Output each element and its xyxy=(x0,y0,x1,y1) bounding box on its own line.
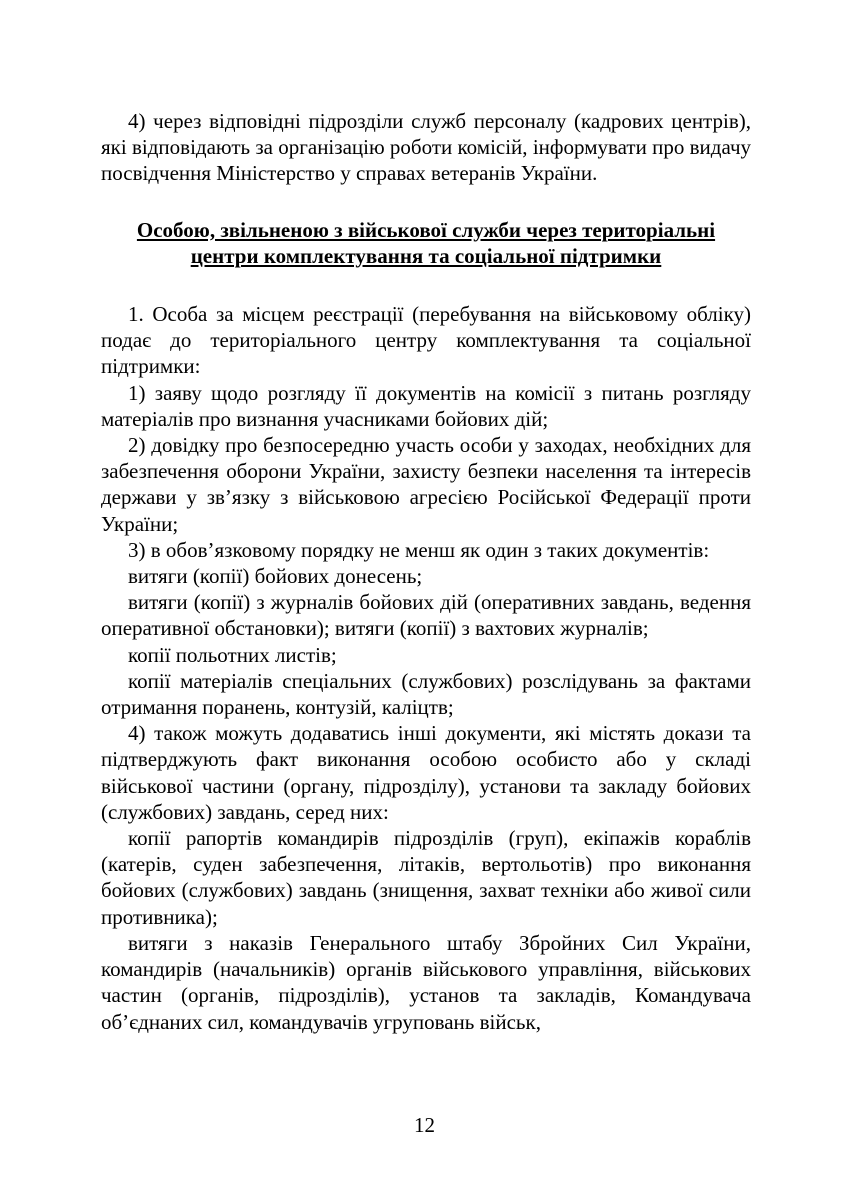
section-heading-line-2: центри комплектування та соціальної підтримки xyxy=(190,243,662,268)
paragraph-item-3: 3) в обов’язковому порядку не менш як один з таких документів: xyxy=(128,537,710,562)
paragraph-flight-sheets: копії польотних листів; xyxy=(128,642,337,667)
paragraph-item-4-intro: 4) через відповідні підрозділи служб персоналу (кадрових центрів), які відповідають за організацію роботи комісій, інформувати про видачу посвідчення Міністерство у справах ветеранів України. xyxy=(101,109,751,186)
section-heading xyxy=(101,217,751,269)
paragraph-commander-reports: копії рапортів командирів підрозділів (груп), екіпажів кораблів (катерів, суден забезпечення, літаків, вертольотів) про виконання бойових (службових) завдань (знищення, захват техніки або живої сили противника); xyxy=(101,826,751,929)
paragraph-orders-extracts: витяги з наказів Генерального штабу Збройних Сил України, командирів (начальників) органів військового управління, військових частин (органів, підрозділів), установ та закладів, Командувача об’єднаних сил, командувачів угруповань військ, xyxy=(101,930,751,1034)
section-heading-line-1: Особою, звільненою з військової служби через територіальні xyxy=(136,217,716,242)
paragraph-item-2: 2) довідку про безпосередню участь особи у заходах, необхідних для забезпечення оборони України, захисту безпеки населення та інтересів держави у зв’язку з військовою агресією Російської Федерації проти України; xyxy=(101,433,751,536)
paragraph-combat-journals: витяги (копії) з журналів бойових дій (оперативних завдань, ведення оперативної обстановки); витяги (копії) з вахтових журналів; xyxy=(101,590,751,641)
paragraph-investigations: копії матеріалів спеціальних (службових) розслідувань за фактами отримання поранень, контузій, каліцтв; xyxy=(101,668,751,720)
paragraph-item-4: 4) також можуть додаватись інші документи, які містять докази та підтверджують факт виконання особою особисто або у складі військової частини (органу, підрозділу), установи та закладу бойових (службових) завдань, серед них: xyxy=(101,721,751,824)
paragraph-1: 1. Особа за місцем реєстрації (перебування на військовому обліку) подає до територіального центру комплектування та соціальної підтримки: xyxy=(101,302,751,379)
page-number: 12 xyxy=(414,1113,435,1137)
paragraph-item-1: 1) заяву щодо розгляду її документів на комісії з питань розгляду матеріалів про визнання учасниками бойових дій; xyxy=(101,380,751,431)
paragraph-combat-reports: витяги (копії) бойових донесень; xyxy=(128,564,423,589)
document-page xyxy=(101,108,751,1035)
